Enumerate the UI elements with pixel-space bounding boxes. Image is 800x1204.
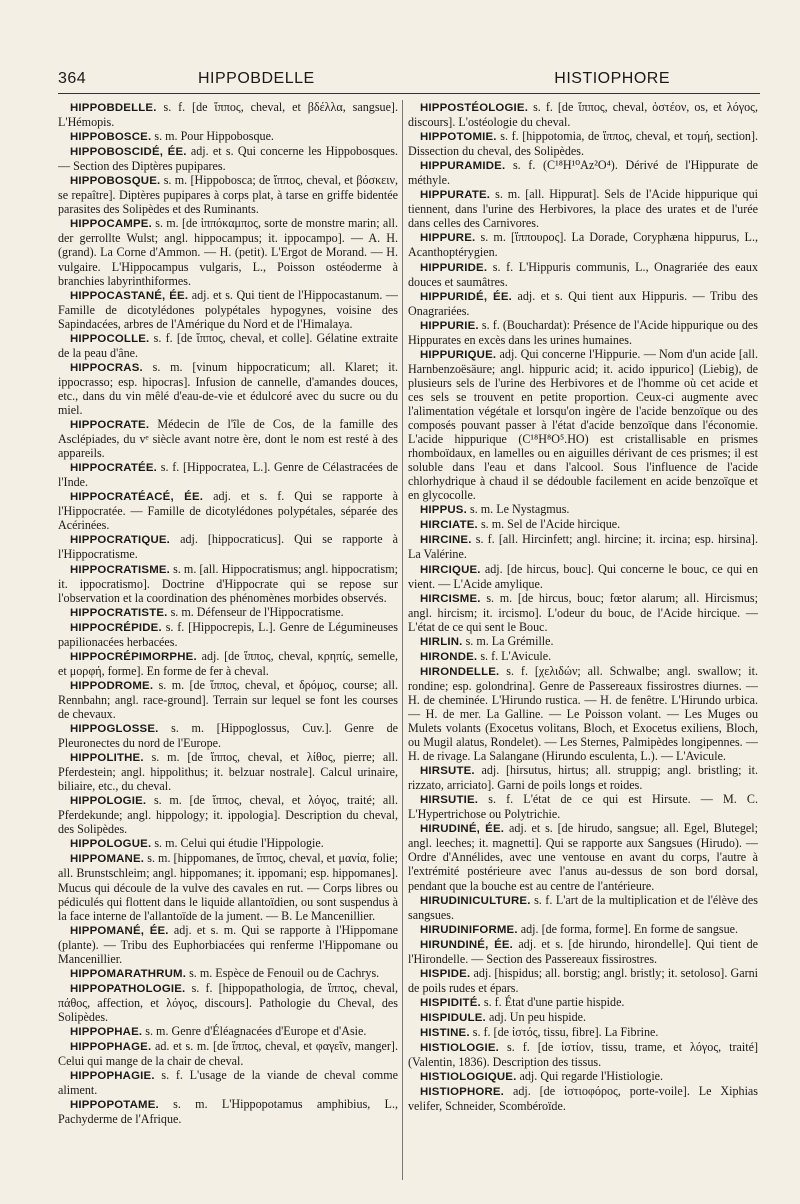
entry-definition: s. f. État d'une partie hispide.	[483, 994, 625, 1009]
dictionary-entry	[58, 360, 398, 417]
dictionary-entry	[58, 1039, 398, 1068]
entry-headword: HIPPOLOGUE.	[70, 838, 152, 851]
dictionary-entry	[408, 187, 758, 230]
entry-headword: HIPPOLITHE.	[70, 752, 144, 765]
entry-definition: s. m. Défenseur de l'Hippocratisme.	[170, 604, 344, 619]
entry-definition: s. m. [Hippoglossus, Cuv.]. Genre de Pleuronectes du nord de l'Europe.	[58, 721, 398, 751]
entry-headword: HIRUDINICULTURE.	[420, 894, 531, 907]
dictionary-entry	[58, 288, 398, 331]
dictionary-entry	[58, 750, 398, 793]
dictionary-entry	[408, 129, 758, 158]
dictionary-entry	[408, 158, 758, 187]
entry-definition: Médecin de l'île de Cos, de la famille des Asclépiades, du vᵉ siècle avant notre ère, dont le nom est resté à des appareils.	[58, 417, 398, 461]
entry-headword: HIRCIATE.	[420, 519, 478, 532]
entry-headword: HIPPOMANE.	[70, 853, 145, 866]
dictionary-entry	[408, 1010, 758, 1025]
entry-headword: HIRUNDINÉ, ÉE.	[420, 938, 514, 951]
entry-headword: HIPPOTOMIE.	[420, 131, 497, 144]
page-number: 364	[58, 70, 87, 87]
entry-headword: HIPPOCRATIQUE.	[70, 534, 171, 547]
entry-headword: HIPPOBOSQUE.	[70, 175, 161, 188]
dictionary-entry	[408, 318, 758, 347]
dictionary-entry	[408, 260, 758, 289]
entry-definition: s. m. [vinum hippocraticum; all. Klaret; it. ippocrasso; esp. hipocras]. Infusion de cannelle, d'amandes douces, etc., dans du vin mêlé d'eau-de-vie et édulcoré avec du sucre ou du miel.	[58, 359, 398, 417]
entry-headword: HIPPURIDÉ, ÉE.	[420, 290, 512, 303]
entry-headword: HIPPOBDELLE.	[70, 102, 157, 114]
dictionary-entry	[58, 620, 398, 649]
entry-headword: HIRCINE.	[420, 534, 472, 547]
dictionary-entry	[408, 922, 758, 937]
dictionary-entry	[408, 1040, 758, 1069]
dictionary-entry	[408, 821, 758, 892]
entry-definition: s. f. [Hippocrepis, L.]. Genre de Légumineuses papilionacées herbacées.	[58, 619, 398, 649]
entry-headword: HIPPOPHAGE.	[70, 1041, 152, 1054]
entry-headword: HIPPURIE.	[420, 319, 479, 332]
entry-headword: HIRLIN.	[420, 635, 463, 648]
entry-definition: ad. et s. m. [de ἵππος, cheval, et φαγεῖν, manger]. Celui qui mange de la chair de cheval.	[58, 1039, 398, 1069]
entry-headword: HIRCISME.	[420, 592, 481, 605]
dictionary-entry	[408, 664, 758, 763]
dictionary-entry	[58, 721, 398, 750]
dictionary-entry	[408, 591, 758, 634]
entry-headword: HIRCIQUE.	[420, 563, 481, 576]
entry-definition: s. f. (C¹⁸H¹⁰Az²O⁴). Dérivé de l'Hippurate de méthyle.	[408, 158, 758, 188]
dictionary-entry	[408, 792, 758, 821]
header-left-guideword: HIPPOBDELLE	[198, 70, 315, 87]
page-header	[58, 70, 760, 92]
dictionary-entry	[408, 1025, 758, 1040]
entry-headword: HIPPURATE.	[420, 189, 491, 202]
entry-definition: s. f. [hippopathologia, de ἵππος, cheval, πάθος, affection, et λόγος, discours]. Pathologie du Cheval, des Solipèdes.	[58, 980, 398, 1024]
dictionary-entry	[58, 1024, 398, 1039]
entry-definition: adj. et s. [de hirundo, hirondelle]. Qui tient de l'Hirondelle. — Section des Passereaux fissirostres.	[408, 936, 758, 966]
entry-headword: HIPPOCRATÉACÉ, ÉE.	[70, 491, 204, 504]
dictionary-entry	[408, 502, 758, 517]
entry-definition: s. f. (Bouchardat): Présence de l'Acide hippurique ou des Hippurates en excès dans les urines humaines.	[408, 317, 758, 347]
entry-definition: adj. et s. Qui concerne les Hippobosques. — Section des Diptères pupipares.	[58, 144, 398, 174]
entry-definition: s. f. L'Hippuris communis, L., Onagrariée des eaux douces et saumâtres.	[408, 259, 758, 289]
entry-headword: HIPPOCRATE.	[70, 419, 150, 432]
entry-definition: adj. et s. Qui tient de l'Hippocastanum. — Famille de dicotylédones polypétales hypogynes, voisine des Sapindacées, arbres de l'Amérique du Nord et de l'Himalaya.	[58, 287, 398, 331]
entry-headword: HISPIDITÉ.	[420, 996, 481, 1009]
dictionary-entry	[58, 1068, 398, 1097]
entry-definition: s. f. [χελιδών; all. Schwalbe; angl. swallow; it. rondine; esp. golondrina]. Genre de Passereaux fissirostres diurnes. — H. de cheminée. L'Hirundo rustica. — H. de fenêtre. L'Hirundo urbica. — H. de mer. La Galline. — Le Poisson volant. — Les Muges ou Mulets volants (Exocetus volitans, Bloch, et Exocetus exiliens, Bloch, ou Mugil alatus, Rondelet). — Les Sternes, Palmipèdes longipennes. — H. de rivage. La Salangane (Hirundo esculenta, L.). — L'Avicule.	[408, 663, 758, 764]
entry-headword: HIPPURAMIDE.	[420, 160, 506, 173]
entry-headword: HIPPOCRATÉE.	[70, 462, 157, 475]
dictionary-entry	[58, 793, 398, 836]
entry-headword: HIPPOCAMPE.	[70, 218, 152, 231]
dictionary-entry	[408, 230, 758, 259]
entry-headword: HIPPOBOSCE.	[70, 131, 152, 144]
entry-definition: s. m. Sel de l'Acide hircique.	[480, 517, 621, 532]
entry-headword: HIPPOMANÉ, ÉE.	[70, 924, 169, 937]
entry-headword: HIRONDELLE.	[420, 665, 500, 678]
dictionary-entry	[58, 1097, 398, 1126]
entry-definition: s. f. [de ἱστίον, tissu, trame, et λόγος, traité] (Valentin, 1836). Description des tissus.	[408, 1040, 758, 1070]
entry-headword: HIPPOBOSCIDÉ, ÉE.	[70, 146, 187, 159]
entry-definition: s. f. L'Avicule.	[480, 648, 552, 663]
entry-definition: s. m. Genre d'Éléagnacées d'Europe et d'Asie.	[145, 1024, 367, 1038]
entry-headword: HISTIOPHORE.	[420, 1086, 505, 1099]
dictionary-entry	[408, 893, 758, 922]
entry-headword: HIPPOCRÉPIMORPHE.	[70, 650, 197, 663]
right-column	[408, 100, 758, 1190]
entry-headword: HIPPODROME.	[70, 679, 154, 692]
dictionary-entry	[408, 347, 758, 503]
entry-headword: HIPPOPATHOLOGIE.	[70, 982, 186, 995]
dictionary-entry	[408, 634, 758, 649]
dictionary-entry	[408, 995, 758, 1010]
dictionary-entry	[58, 173, 398, 216]
entry-headword: HIRUDINIFORME.	[420, 923, 518, 936]
dictionary-entry	[408, 562, 758, 591]
entry-definition: s. m. La Grémille.	[465, 633, 554, 648]
dictionary-entry	[408, 1084, 758, 1113]
entry-headword: HIPPOPHAGIE.	[70, 1070, 155, 1083]
entry-definition: s. m. [Hippobosca; de ἵππος, cheval, et βόσκειν, se repaître]. Diptères pupipares à corps plat, à tarse en griffe bidentée parasites des Solipèdes et des Ruminants.	[58, 173, 398, 217]
entry-definition: s. m. Pour Hippobosque.	[154, 129, 274, 144]
entry-definition: adj. Un peu hispide.	[488, 1009, 587, 1024]
entry-definition: adj. Qui regarde l'Histiologie.	[519, 1069, 664, 1084]
entry-definition: adj. et s. m. Qui se rapporte à l'Hippomane (plante). — Tribu des Euphorbiacées qui renferme l'Hippomane ou Mancenillier.	[58, 922, 398, 966]
entry-definition: s. f. [de ἵππος, cheval, et colle]. Gélatine extraite de la peau d'âne.	[58, 330, 398, 360]
dictionary-entry	[58, 144, 398, 173]
dictionary-entry	[58, 129, 398, 144]
entry-headword: HIPPOCRÉPIDE.	[70, 621, 162, 634]
dictionary-entry	[58, 460, 398, 489]
dictionary-entry	[408, 100, 758, 129]
entry-headword: HIPPOCASTANÉ, ÉE.	[70, 289, 189, 302]
entry-headword: HIPPURIQUE.	[420, 348, 497, 361]
entry-headword: HIRSUTIE.	[420, 794, 479, 807]
entry-definition: s. f. L'état de ce qui est Hirsute. — M. C. L'Hypertrichose ou Polytrichie.	[408, 792, 758, 822]
entry-definition: s. f. [hippotomia, de ἵππος, cheval, et τομή, section]. Dissection du cheval, des Solipèdes.	[408, 129, 758, 159]
entry-definition: s. m. Espèce de Fenouil ou de Cachrys.	[189, 965, 380, 980]
entry-definition: adj. [hispidus; all. borstig; angl. bristly; it. setoloso]. Garni de poils rudes et épars.	[408, 965, 758, 995]
dictionary-entry	[408, 966, 758, 995]
left-column	[58, 100, 398, 1190]
entry-headword: HISTINE.	[420, 1027, 470, 1039]
entry-definition: s. f. [Hippocratea, L.]. Genre de Célastracées de l'Inde.	[58, 460, 398, 490]
entry-headword: HISTIOLOGIQUE.	[420, 1071, 517, 1084]
dictionary-entry	[58, 100, 398, 129]
entry-definition: s. f. [de ἱστός, tissu, fibre]. La Fibrine.	[472, 1025, 659, 1039]
entry-definition: s. m. Celui qui étudie l'Hippologie.	[154, 836, 324, 851]
entry-headword: HIPPOMARATHRUM.	[70, 967, 187, 980]
entry-definition: s. m. L'Hippopotamus amphibius, L., Pachyderme de l'Afrique.	[58, 1097, 398, 1127]
entry-headword: HIPPUS.	[420, 504, 467, 517]
entry-headword: HIPPOCOLLE.	[70, 332, 150, 345]
entry-definition: adj. et s. [de hirudo, sangsue; all. Egel, Blutegel; angl. leeches; it. magnetti]. Qui se rapporte aux Sangsues (Hirudo). — Ordre d'Annélides, avec une ventouse en avant du corps, l'autre à l'extrémité postérieure avec l'anus au-dessus de son bord dorsal, pendant que la bouche est au centre de l'antérieure.	[408, 821, 758, 893]
entry-headword: HIRONDE.	[420, 650, 478, 663]
entry-headword: HISPIDULE.	[420, 1011, 486, 1024]
entry-headword: HIPPOCRATISME.	[70, 563, 171, 576]
entry-headword: HIRSUTE.	[420, 765, 475, 778]
entry-definition: s. m. [hippomanes, de ἵππος, cheval, et μανία, folie; all. Brunstschleim; angl. hippomanes; it. ippomani; esp. hippomanes]. Mucus qui découle de la vulve des cavales en rut. — Corps libres ou pédiculés qui flottent dans le liquide allantoïdien, ou sont suspendus à la face interne de l'allantoïde de la jument. — B. Le Mancenillier.	[58, 851, 398, 923]
dictionary-entry	[58, 981, 398, 1024]
entry-definition: s. f. [de ἵππος, cheval, ὀστέον, os, et λόγος, discours]. L'ostéologie du cheval.	[408, 100, 758, 130]
dictionary-entry	[58, 605, 398, 620]
entry-definition: s. m. Le Nystagmus.	[470, 502, 570, 517]
column-divider	[402, 100, 403, 1180]
dictionary-entry	[58, 649, 398, 678]
dictionary-entry	[58, 532, 398, 561]
entry-definition: adj. et s. Qui tient aux Hippuris. — Tribu des Onagrariées.	[408, 288, 758, 318]
entry-headword: HIPPOCRATISTE.	[70, 606, 168, 619]
dictionary-entry	[58, 562, 398, 605]
entry-headword: HIPPOCRAS.	[70, 361, 143, 374]
entry-definition: adj. [hirsutus, hirtus; all. struppig; angl. bristling; it. rizzato, arriciato]. Garni de poils longs et roides.	[408, 763, 758, 793]
dictionary-entry	[408, 763, 758, 792]
dictionary-entry	[58, 923, 398, 966]
entry-definition: s. f. [all. Hircinfett; angl. hircine; it. ircina; esp. hirsina]. La Valérine.	[408, 532, 758, 562]
entry-definition: adj. Qui concerne l'Hippurie. — Nom d'un acide [all. Harnbenzoësäure; angl. hippuric acid; it. acido ippurico] (Liebig), de plusieurs sels de l'urine des Herbivores et de l'homme où cet acide et ces sels se trouvent en petite proportion. Ceux-ci augmente avec l'alimentation végétale et lorsqu'on ingère de l'acide benzoïque ou des composés pouvant passer à l'état d'acide benzoïque dans l'économie. L'acide hippurique (C¹⁸H⁸O⁵.HO) est cristallisable en prismes rhomboïdaux, en lamelles ou en aiguilles dérivant de ces prismes; il est soluble dans l'eau et dans l'alcool. Sous l'influence de l'acide chlorhydrique à chaud il se dédouble facilement en acide benzoïque et en glycocolle.	[408, 346, 758, 503]
entry-definition: s. m. [de ἱππόκαμπος, sorte de monstre marin; all. der gerrollte Wulst; angl. hippocampus; it. ippocampo]. — A. H. (grand). La Corne d'Ammon. — H. (petit). L'Ergot de Morand. — H. vulgaire. L'Hippocampus vulgaris, L., Poisson ostéoderme à branchies labyrinthiformes.	[58, 216, 398, 288]
dictionary-entry	[408, 937, 758, 966]
entry-headword: HIPPURE.	[420, 232, 476, 245]
entry-definition: s. f. L'usage de la viande de cheval comme aliment.	[58, 1068, 398, 1098]
entry-definition: adj. [de ἱστιοφόρος, porte-voile]. Le Xiphias velifer, Schneider, Scombéroïde.	[408, 1084, 758, 1114]
entry-definition: adj. [hippocraticus]. Qui se rapporte à l'Hippocratisme.	[58, 532, 398, 562]
entry-definition: adj. [de forma, forme]. En forme de sangsue.	[520, 921, 739, 936]
dictionary-entry	[408, 1069, 758, 1084]
entry-definition: adj. et s. f. Qui se rapporte à l'Hippocratée. — Famille de dicotylédones polypétales, séparée des Acérinées.	[58, 489, 398, 533]
dictionary-entry	[58, 966, 398, 981]
dictionary-entry	[58, 489, 398, 532]
entry-definition: s. m. [ἵππουρος]. La Dorade, Coryphæna hippurus, L., Acanthoptérygien.	[408, 230, 758, 260]
dictionary-entry	[408, 289, 758, 318]
dictionary-entry	[408, 517, 758, 532]
entry-headword: HIPPURIDE.	[420, 261, 488, 274]
entry-headword: HIRUDINÉ, ÉE.	[420, 823, 505, 836]
entry-headword: HISPIDE.	[420, 967, 471, 980]
dictionary-entry	[58, 216, 398, 287]
dictionary-entry	[408, 649, 758, 664]
entry-headword: HISTIOLOGIE.	[420, 1042, 499, 1055]
entry-definition: s. f. L'art de la multiplication et de l'élève des sangsues.	[408, 892, 758, 922]
entry-definition: s. m. [de ἵππος, cheval, et δρόμος, course; all. Rennbahn; angl. race-ground]. Terrain sur lequel se font les courses de chevaux.	[58, 677, 398, 721]
entry-headword: HIPPOPHAE.	[70, 1026, 143, 1038]
dictionary-entry	[58, 417, 398, 460]
entry-definition: s. m. [de hircus, bouc; fœtor alarum; all. Hircismus; angl. hircism; it. ircismo]. L'odeur du bouc, de l'Acide hircique. — L'état de ce qui sent le Bouc.	[408, 590, 758, 634]
dictionary-entry	[58, 851, 398, 922]
entry-definition: s. m. [all. Hippurat]. Sels de l'Acide hippurique qui tiennent, dans l'urine des Herbivores, la place des urates et de l'urée dans celles des Carnivores.	[408, 187, 758, 231]
entry-definition: s. m. [de ἵππος, cheval, et λόγος, traité; all. Pferdekunde; angl. hippology; it. ippologia]. Description du cheval, des Solipèdes.	[58, 793, 398, 837]
header-rule	[58, 93, 760, 94]
entry-definition: s. m. [de ἵππος, cheval, et λίθος, pierre; all. Pferdestein; angl. hippolithus; it. belzuar nostrale]. Calcul urinaire, biliaire, etc., du cheval.	[58, 750, 398, 794]
dictionary-entry	[58, 836, 398, 851]
entry-headword: HIPPOLOGIE.	[70, 795, 147, 808]
entry-headword: HIPPOPOTAME.	[70, 1099, 159, 1112]
entry-definition: adj. [de ἵππος, cheval, κρηπίς, semelle, et μορφή, forme]. En forme de fer à cheval.	[58, 648, 398, 678]
entry-definition: s. f. [de ἵππος, cheval, et βδέλλα, sangsue]. L'Hémopis.	[58, 100, 398, 130]
entry-headword: HIPPOSTÉOLOGIE.	[420, 102, 529, 114]
dictionary-entry	[58, 331, 398, 360]
dictionary-entry	[58, 678, 398, 721]
header-right-guideword: HISTIOPHORE	[554, 70, 670, 87]
entry-definition: s. m. [all. Hippocratismus; angl. hippocratism; it. ippocratismo]. Doctrine d'Hippocrate qui se repose sur l'observation et la coordination des phénomènes morbides observés.	[58, 561, 398, 605]
entry-headword: HIPPOGLOSSE.	[70, 723, 159, 736]
dictionary-entry	[408, 532, 758, 561]
entry-definition: adj. [de hircus, bouc]. Qui concerne le bouc, ce qui en vient. — L'Acide amylique.	[408, 561, 758, 591]
